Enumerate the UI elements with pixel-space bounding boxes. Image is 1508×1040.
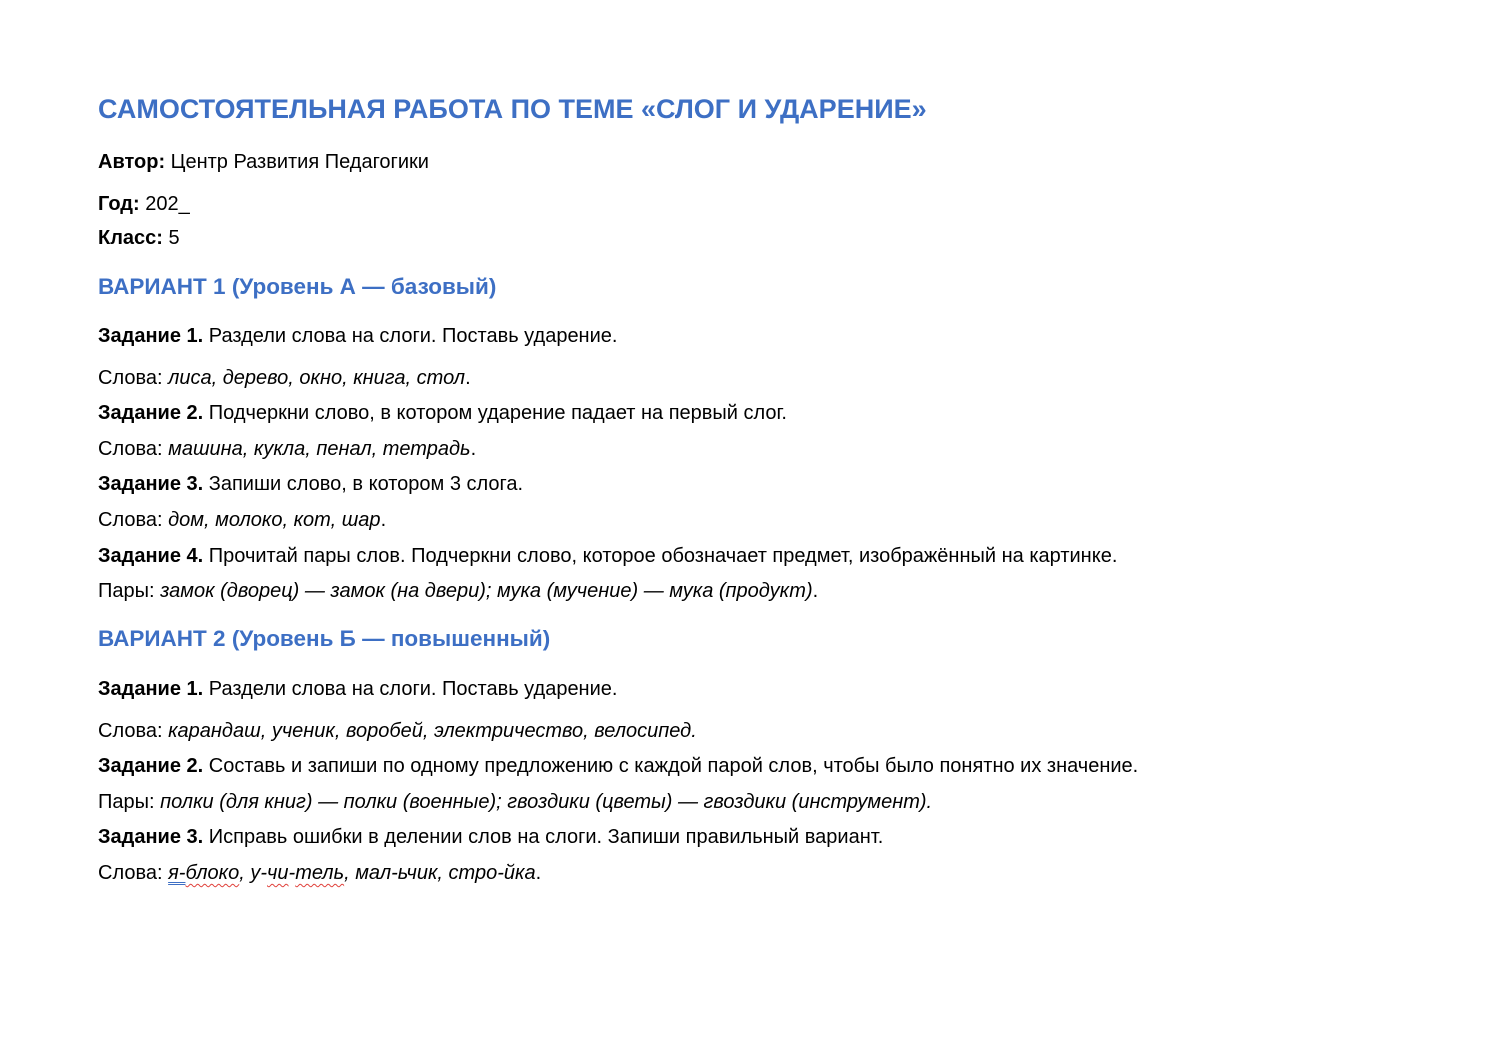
class-value: 5: [162, 227, 180, 249]
year-label: Год:: [98, 193, 140, 215]
v1-task3-words-list: дом, молоко, кот, шар: [168, 509, 381, 531]
v2-task3-words-label: Слова:: [98, 862, 169, 884]
v1-task1-label: Задание 1.: [98, 325, 204, 347]
v1-task1: [98, 324, 617, 348]
v1-task1-end: .: [465, 367, 471, 389]
word-part: у-: [250, 862, 268, 884]
v2-task2-text: Составь и запиши по одному предложению с каждой парой слов, чтобы было понятно их значение.: [203, 755, 1139, 777]
v1-task3-words-label: Слова:: [98, 509, 169, 531]
v2-task3: [98, 825, 883, 849]
author-line: [98, 150, 429, 174]
v1-task4-words: [98, 579, 818, 603]
author-label: Автор:: [98, 151, 166, 173]
v1-task2: [98, 401, 787, 425]
class-line: [98, 226, 180, 250]
v1-task2-text: Подчеркни слово, в котором ударение падает на первый слог.: [203, 402, 787, 424]
v2-task1-text: Раздели слова на слоги. Поставь ударение.: [203, 678, 618, 700]
author-value: Центр Развития Педагогики: [165, 151, 429, 173]
v1-task2-end: .: [470, 438, 477, 460]
v1-task4-end: .: [812, 580, 819, 602]
variant1-heading: ВАРИАНТ 1 (Уровень А — базовый): [98, 274, 497, 299]
spellcheck-word[interactable]: чи: [267, 862, 289, 884]
v2-task2: [98, 754, 1138, 778]
v1-task2-words: [98, 437, 476, 461]
v1-task2-label: Задание 2.: [98, 402, 204, 424]
v2-task1-words: [98, 719, 697, 743]
v2-task1-label: Задание 1.: [98, 678, 204, 700]
v1-task3-label: Задание 3.: [98, 473, 204, 495]
document-title: САМОСТОЯТЕЛЬНАЯ РАБОТА ПО ТЕМЕ «СЛОГ И УДАРЕНИЕ»: [98, 94, 927, 124]
v1-task2-words-label: Слова:: [98, 438, 169, 460]
v2-task2-label: Задание 2.: [98, 755, 204, 777]
v1-task1-words: [98, 366, 471, 390]
year-value: 202_: [139, 193, 190, 215]
v2-task3-label: Задание 3.: [98, 826, 204, 848]
v2-task1: [98, 677, 617, 701]
words-rest: , мал-ьчик, стро-йка: [344, 862, 536, 884]
v2-task3-words-list: [168, 862, 535, 884]
spellcheck-word[interactable]: блоко: [185, 862, 240, 884]
v1-task1-words-label: Слова:: [98, 367, 169, 389]
class-label: Класс:: [98, 227, 163, 249]
v1-task4-label: Задание 4.: [98, 545, 204, 567]
v2-task3-words: [98, 861, 541, 885]
v1-task4-words-list: замок (дворец) — замок (на двери); мука (мучение) — мука (продукт): [160, 580, 813, 602]
v1-task4: [98, 544, 1117, 568]
v1-task3: [98, 472, 523, 496]
spellcheck-word[interactable]: тель: [295, 862, 345, 884]
spellcheck-word-part[interactable]: я-: [168, 862, 186, 884]
v2-task2-words: [98, 790, 932, 814]
v1-task2-words-list: машина, кукла, пенал, тетрадь: [168, 438, 471, 460]
year-line: [98, 192, 190, 216]
word-part: -: [288, 862, 296, 884]
v1-task4-words-label: Пары:: [98, 580, 161, 602]
v2-task2-words-list: полки (для книг) — полки (военные); гвоздики (цветы) — гвоздики (инструмент).: [160, 791, 933, 813]
v1-task3-text: Запиши слово, в котором 3 слога.: [203, 473, 524, 495]
v1-task3-words: [98, 508, 386, 532]
v1-task1-words-list: лиса, дерево, окно, книга, стол: [168, 367, 466, 389]
v2-task3-text: Исправь ошибки в делении слов на слоги. Запиши правильный вариант.: [203, 826, 884, 848]
v2-task2-words-label: Пары:: [98, 791, 161, 813]
v2-task1-words-list: карандаш, ученик, воробей, электричество, велосипед.: [168, 720, 697, 742]
v2-task3-end: .: [535, 862, 542, 884]
v1-task4-text: Прочитай пары слов. Подчеркни слово, которое обозначает предмет, изображённый на картинке.: [203, 545, 1118, 567]
word-separator: ,: [239, 862, 251, 884]
v1-task1-text: Раздели слова на слоги. Поставь ударение.: [203, 325, 618, 347]
variant2-heading: ВАРИАНТ 2 (Уровень Б — повышенный): [98, 626, 551, 651]
v1-task3-end: .: [380, 509, 387, 531]
v2-task1-words-label: Слова:: [98, 720, 169, 742]
